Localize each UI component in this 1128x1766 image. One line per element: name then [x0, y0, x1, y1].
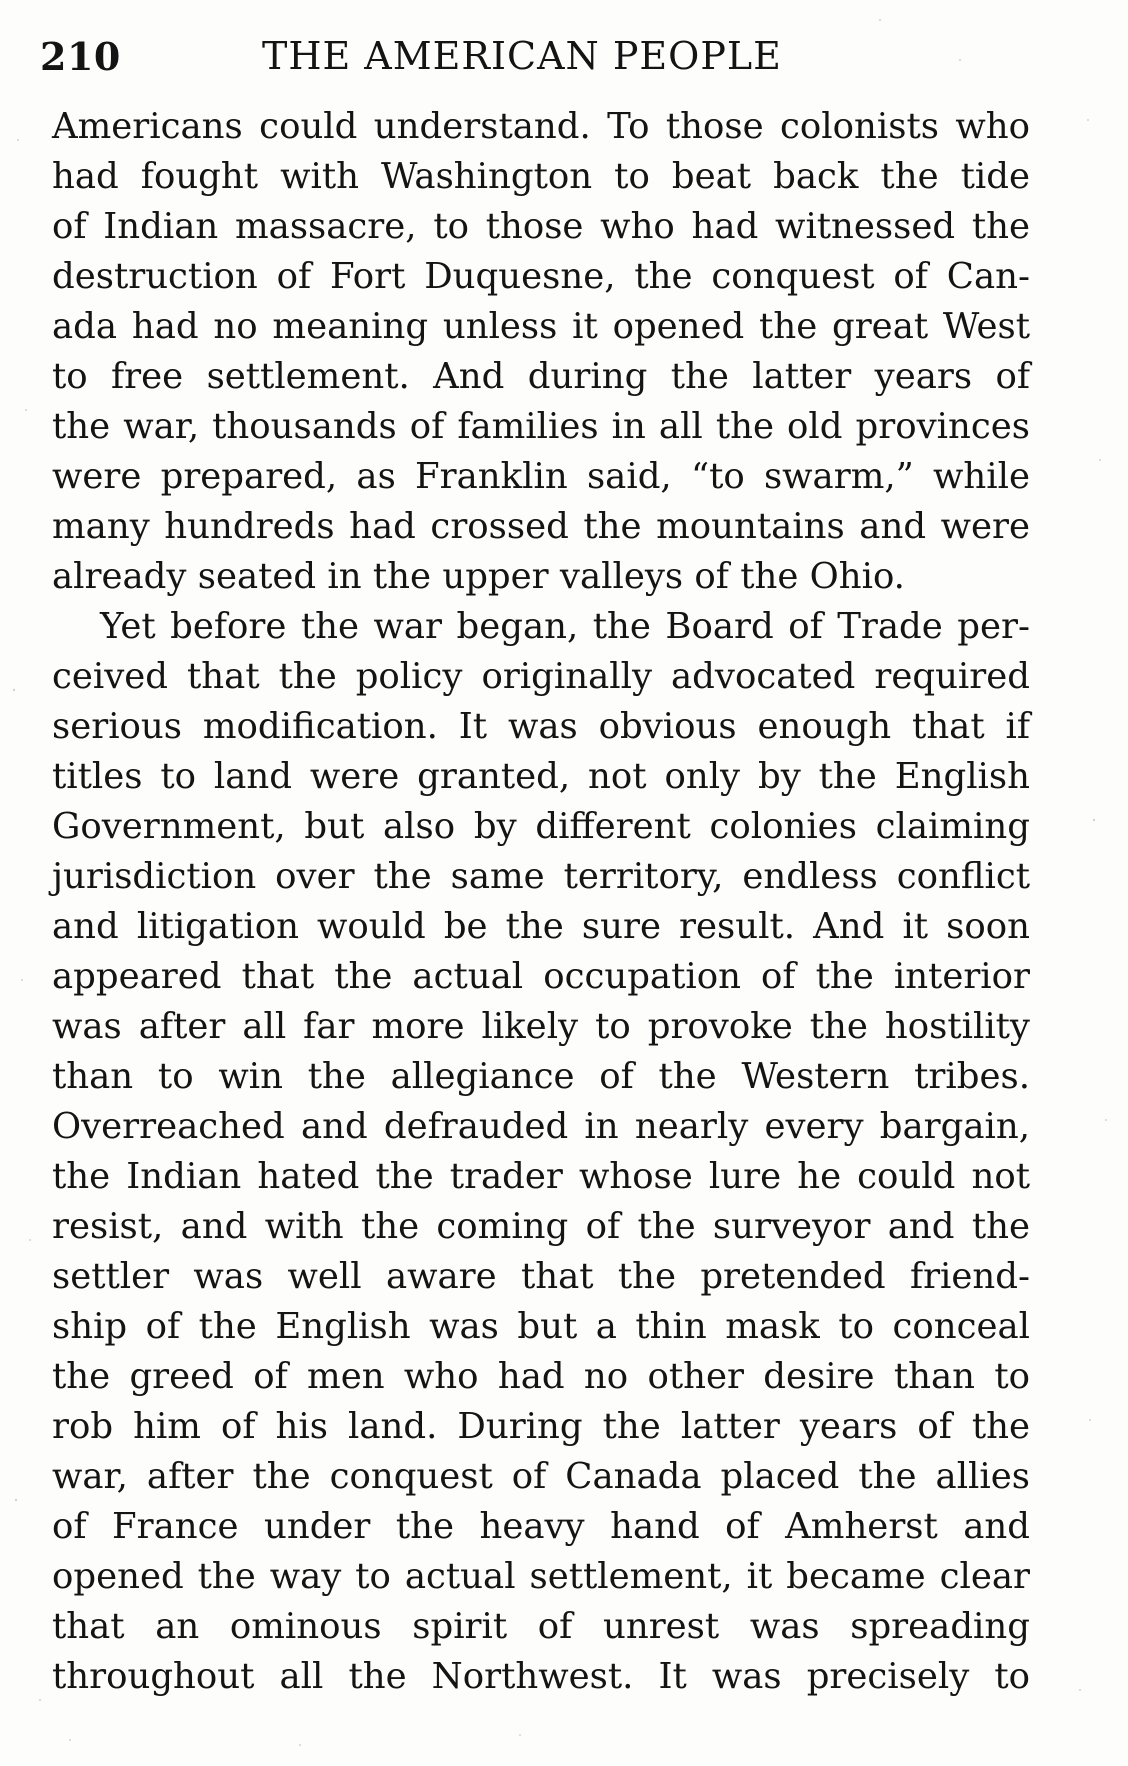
- text-line: destruction of Fort Duquesne, the conquest of Can-: [52, 256, 1030, 297]
- text-line: serious modification. It was obvious enough that if: [52, 706, 1030, 747]
- text-line: throughout all the Northwest. It was precisely to: [52, 1656, 1030, 1697]
- text-line: of France under the heavy hand of Amherst and: [52, 1506, 1030, 1547]
- text-line: settler was well aware that the pretended friend-: [52, 1256, 1030, 1297]
- body-text: [52, 102, 1030, 1702]
- text-line: ceived that the policy originally advocated required: [52, 656, 1030, 697]
- text-line: ada had no meaning unless it opened the great West: [52, 306, 1030, 347]
- text-line: war, after the conquest of Canada placed the allies: [52, 1456, 1030, 1497]
- paragraph-start-line: Yet before the war began, the Board of Trade per-: [100, 606, 1030, 647]
- text-line: opened the way to actual settlement, it became clear: [52, 1556, 1030, 1597]
- text-line: Government, but also by different colonies claiming: [52, 806, 1030, 847]
- text-line: ship of the English was but a thin mask to conceal: [52, 1306, 1030, 1347]
- text-line: the greed of men who had no other desire than to: [52, 1356, 1030, 1397]
- text-line: had fought with Washington to beat back the tide: [52, 156, 1030, 197]
- text-line: the Indian hated the trader whose lure he could not: [52, 1156, 1030, 1197]
- text-line: many hundreds had crossed the mountains and were: [52, 506, 1030, 547]
- text-line: Overreached and defrauded in nearly every bargain,: [52, 1106, 1030, 1147]
- text-line: to free settlement. And during the latter years of: [52, 356, 1030, 397]
- text-line: of Indian massacre, to those who had witnessed the: [52, 206, 1030, 247]
- text-line: resist, and with the coming of the surveyor and the: [52, 1206, 1030, 1247]
- page-header: [40, 32, 1070, 88]
- text-line: titles to land were granted, not only by the English: [52, 756, 1030, 797]
- text-line: Americans could understand. To those colonists who: [52, 106, 1030, 147]
- text-line: was after all far more likely to provoke the hostility: [52, 1006, 1030, 1047]
- page-number: 210: [40, 34, 121, 79]
- text-line: and litigation would be the sure result. And it soon: [52, 906, 1030, 947]
- running-head: THE AMERICAN PEOPLE: [262, 34, 782, 78]
- text-line: rob him of his land. During the latter years of the: [52, 1406, 1030, 1447]
- text-line: jurisdiction over the same territory, endless conflict: [52, 856, 1030, 897]
- text-line: were prepared, as Franklin said, “to swarm,” while: [52, 456, 1030, 497]
- text-line: that an ominous spirit of unrest was spreading: [52, 1606, 1030, 1647]
- paragraph-end-line: already seated in the upper valleys of the Ohio.: [52, 556, 905, 597]
- text-line: appeared that the actual occupation of the interior: [52, 956, 1030, 997]
- text-line: than to win the allegiance of the Western tribes.: [52, 1056, 1030, 1097]
- text-line: the war, thousands of families in all the old provinces: [52, 406, 1030, 447]
